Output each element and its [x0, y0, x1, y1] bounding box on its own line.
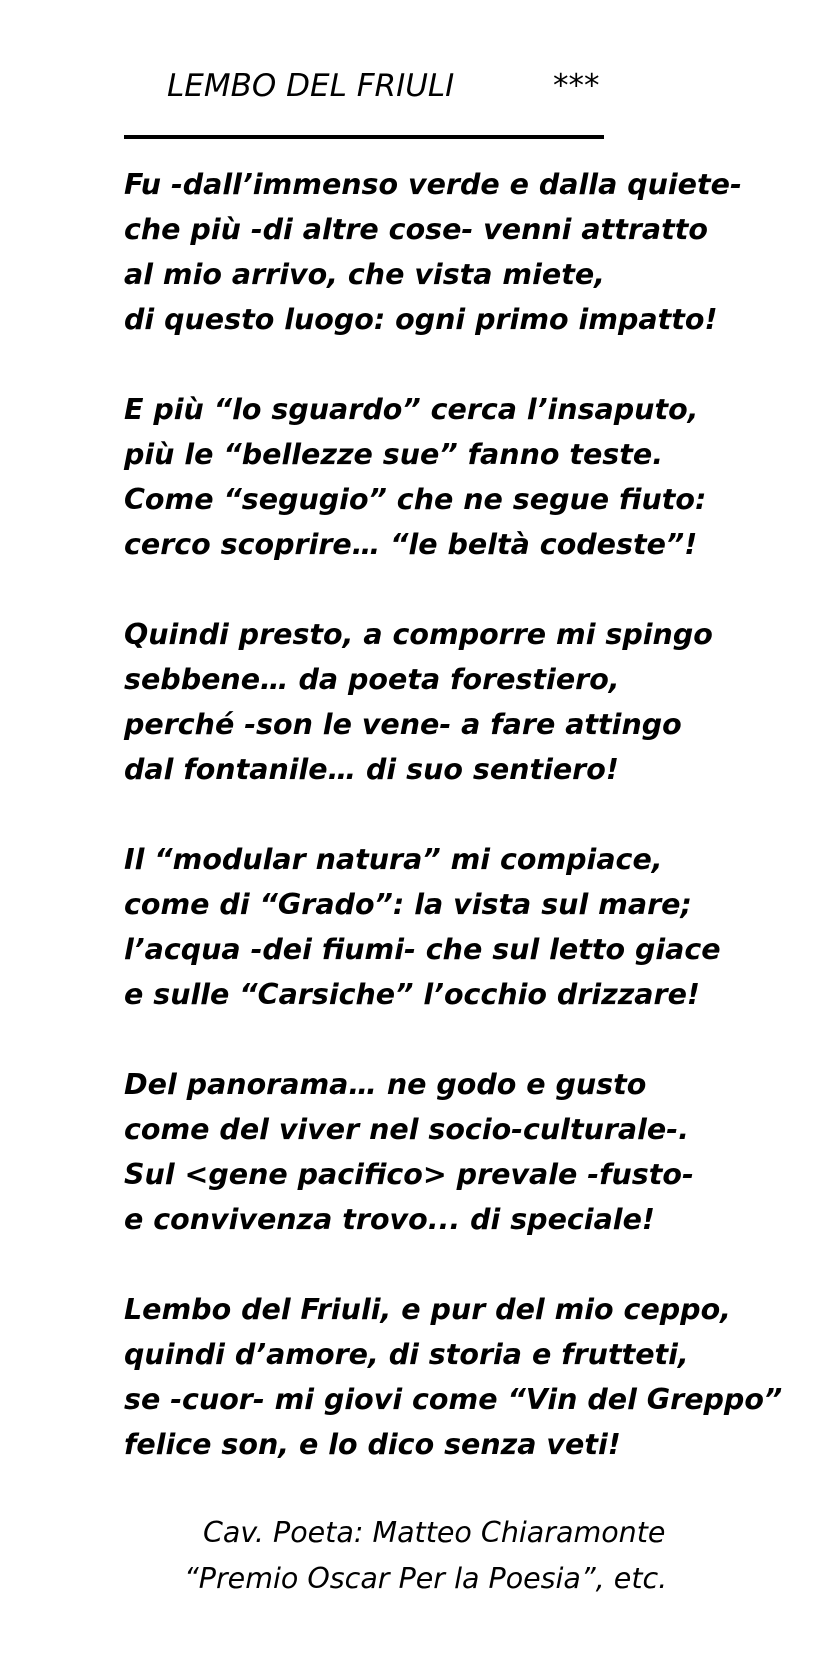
stanza-1 [124, 162, 824, 342]
verse-line: più le “bellezze sue” fanno teste. [124, 438, 664, 471]
verse-line: come del viver nel socio-culturale-. [124, 1113, 689, 1146]
verse-line: se -cuor- mi giovi come “Vin del Greppo” [124, 1383, 783, 1416]
verse-line: e sulle “Carsiche” l’occhio drizzare! [124, 978, 700, 1011]
verse-line: Lembo del Friuli, e pur del mio ceppo, [124, 1293, 731, 1326]
title-row [167, 64, 617, 108]
verse-line: perché -son le vene- a fare attingo [124, 708, 682, 741]
poem-body [124, 162, 824, 1512]
verse-line: dal fontanile… di suo sentiero! [124, 753, 619, 786]
verse-line: quindi d’amore, di storia e frutteti, [124, 1338, 689, 1371]
verse-line: di questo luogo: ogni primo impatto! [124, 303, 718, 336]
verse-line: Quindi presto, a comporre mi spingo [124, 618, 713, 651]
verse-line: come di “Grado”: la vista sul mare; [124, 888, 692, 921]
stanza-5 [124, 1062, 824, 1242]
author-name: Cav. Poeta: Matteo Chiaramonte [203, 1516, 666, 1549]
verse-line: al mio arrivo, che vista miete, [124, 258, 606, 291]
title-stars: *** [553, 68, 600, 104]
stanza-4 [124, 837, 824, 1017]
verse-line: Sul <gene pacifico> prevale -fusto- [124, 1158, 694, 1191]
stanza-6 [124, 1287, 824, 1467]
verse-line: e convivenza trovo... di speciale! [124, 1203, 655, 1236]
verse-line: sebbene… da poeta forestiero, [124, 663, 620, 696]
stanza-2 [124, 387, 824, 567]
verse-line: felice son, e lo dico senza veti! [124, 1428, 621, 1461]
title-underline [124, 135, 604, 139]
poem-title: LEMBO DEL FRIULI [167, 68, 455, 104]
stanza-3 [124, 612, 824, 792]
verse-line: Fu -dall’immenso verde e dalla quiete- [124, 168, 742, 201]
verse-line: Come “segugio” che ne segue fiuto: [124, 483, 707, 516]
verse-line: Il “modular natura” mi compiace, [124, 843, 663, 876]
verse-line: E più “lo sguardo” cerca l’insaputo, [124, 393, 699, 426]
verse-line: l’acqua -dei fiumi- che sul letto giace [124, 933, 721, 966]
author-signature [0, 1510, 833, 1602]
verse-line: che più -di altre cose- venni attratto [124, 213, 708, 246]
verse-line: Del panorama… ne godo e gusto [124, 1068, 647, 1101]
verse-line: cerco scoprire… “le beltà codeste”! [124, 528, 698, 561]
author-award: “Premio Oscar Per la Poesia”, etc. [184, 1562, 668, 1595]
